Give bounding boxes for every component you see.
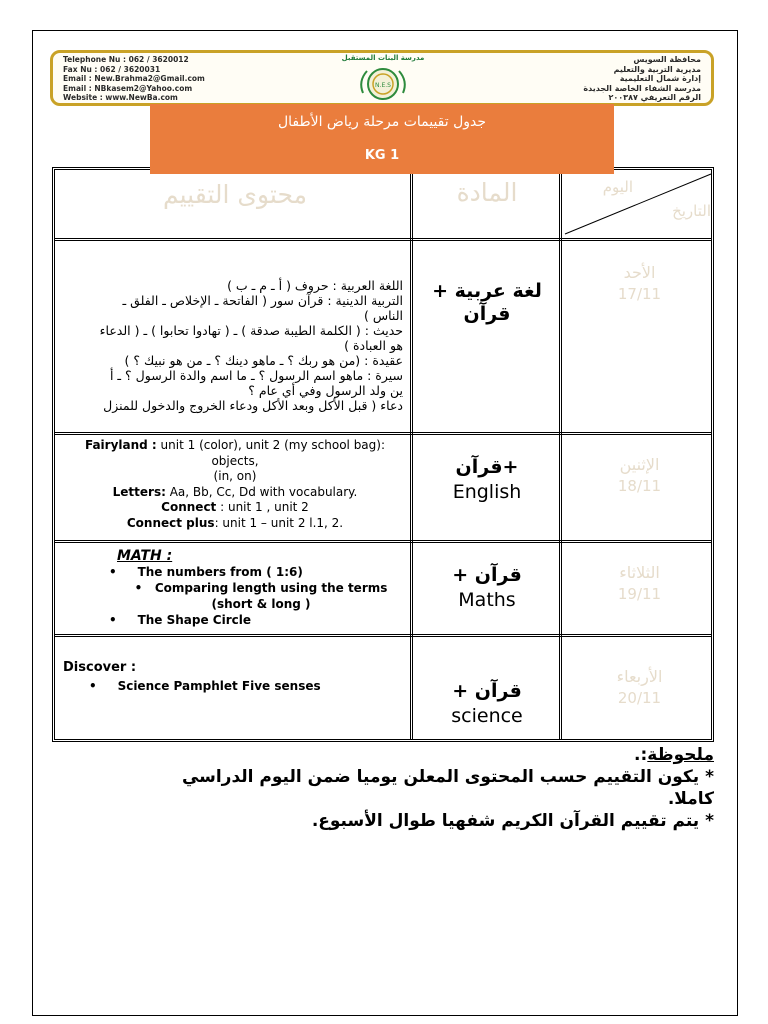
list-item: • The Shape Circle (109, 613, 251, 627)
content-line: (in, on) (213, 469, 257, 483)
info-line: الرقم التعريفي ٢٠٠٣٨٧ (608, 93, 701, 102)
day-name: الثلاثاء (619, 563, 660, 582)
table-divider (559, 170, 562, 739)
contact-line: Telephone Nu : 062 / 3620012 (63, 55, 189, 64)
subject-english: science (451, 705, 523, 727)
subject-label: قرآن + (452, 564, 522, 586)
contact-line: Website : www.NewBa.com (63, 93, 178, 102)
day-name: الإثنين (619, 455, 660, 474)
info-line: محافظة السويس (633, 55, 701, 64)
content-line: Connect plus: unit 1 – unit 2 l.1, 2. (126, 515, 344, 530)
table-divider (55, 432, 711, 435)
table-divider (55, 540, 711, 543)
school-logo-icon (323, 53, 443, 103)
letterhead-contact (63, 55, 293, 103)
page-title: جدول تقييمات مرحلة رياض الأطفال (277, 114, 487, 130)
content-line: Letters: Aa, Bb, Cc, Dd with vocabulary. (112, 484, 358, 499)
content-arabic (67, 278, 403, 413)
discover-title: Discover : (63, 660, 137, 675)
row-day-cell (567, 454, 712, 496)
list-item: • The numbers from ( 1:6) (109, 565, 303, 579)
notes-section (52, 744, 714, 832)
letterhead-school-info (491, 55, 701, 103)
title-banner (150, 104, 614, 174)
content-line: عقيدة : (من هو ربك ؟ ـ ماهو دينك ؟ ـ من هو نبيك ؟ ) (124, 353, 403, 368)
row-day-cell (567, 562, 712, 604)
contact-line: Fax Nu : 062 / 3620031 (63, 64, 161, 74)
math-content (65, 548, 405, 628)
table-divider (410, 170, 413, 739)
header-content: محتوى التقييم (163, 180, 307, 209)
contact-line: Email : NBkasem2@Yahoo.com (63, 83, 193, 93)
grade-label: KG 1 (364, 148, 400, 163)
header-subject: المادة (456, 178, 518, 207)
school-name: مدرسة البنات المستقبل (341, 54, 425, 62)
subject-cell (417, 456, 557, 505)
content-line: دعاء ( قبل الأكل وبعد الأكل ودعاء الخروج والدخول للمنزل (103, 398, 403, 413)
note-line: كاملا. (667, 789, 714, 809)
content-line: الناس ) (364, 308, 403, 323)
info-line: مديرية التربية والتعليم (613, 64, 701, 74)
day-date: 18/11 (617, 477, 662, 495)
content-english (65, 438, 405, 531)
note-heading: ملحوظة:. (634, 745, 714, 765)
math-title: MATH : (117, 548, 173, 564)
content-line: Fairyland : unit 1 (color), unit 2 (my school bag): objects, (84, 438, 386, 468)
content-line: التربية الدينية : قرآن سور ( الفاتحة ـ الإخلاص ـ الفلق ـ (122, 293, 403, 308)
day-date: 20/11 (617, 689, 662, 707)
subject-cell (417, 564, 557, 613)
list-item: • Science Pamphlet Five senses (89, 679, 321, 693)
list-item: • Comparing length using the terms (short & long ) (134, 581, 388, 611)
day-name: الأحد (623, 263, 656, 282)
info-line: مدرسة الشفاء الخاصة الجديدة (583, 83, 701, 93)
header-date: التاريخ (672, 202, 711, 220)
discover-content (63, 660, 403, 694)
school-logo-area (323, 53, 443, 103)
contact-line: Email : New.Brahma2@Gmail.com (63, 74, 205, 83)
note-line: * يتم تقييم القرآن الكريم شفهيا طوال الأسبوع. (311, 811, 714, 831)
header-day: اليوم (602, 178, 633, 196)
evaluation-table (52, 167, 714, 742)
day-date: 17/11 (617, 285, 662, 303)
note-line: * يكون التقييم حسب المحتوى المعلن يوميا ضمن اليوم الدراسي (181, 767, 714, 787)
subject-english: English (452, 481, 522, 503)
content-line: حديث : ( الكلمة الطيبة صدقة ) ـ ( تهادوا تحابوا ) ـ ( الدعاء (99, 323, 403, 338)
letterhead (50, 50, 714, 106)
table-divider (55, 238, 711, 241)
subject-label: قرآن + (452, 680, 522, 702)
content-line: اللغة العربية : حروف ( أ ـ م ـ ب ) (227, 278, 403, 293)
row-day-cell (567, 262, 712, 304)
day-date: 19/11 (617, 585, 662, 603)
logo-text: N.E.S (375, 82, 391, 89)
content-line: Connect : unit 1 , unit 2 (161, 500, 309, 514)
subject-english: Maths (458, 589, 516, 611)
table-divider (55, 634, 711, 637)
row-day-cell (567, 666, 712, 708)
subject-cell (417, 680, 557, 729)
day-name: الأربعاء (616, 667, 663, 686)
subject-label: لغة عربية + قرآن (432, 280, 542, 325)
content-line: ين ولد الرسول وفي أي عام ؟ (248, 383, 403, 398)
content-line: هو العبادة ) (344, 338, 403, 353)
info-line: إدارة شمال التعليمية (619, 74, 701, 83)
subject-label: +قرآن (455, 456, 519, 478)
content-line: سيرة : ماهو اسم الرسول ؟ ـ ما اسم والدة الرسول ؟ ـ أ (109, 368, 403, 383)
